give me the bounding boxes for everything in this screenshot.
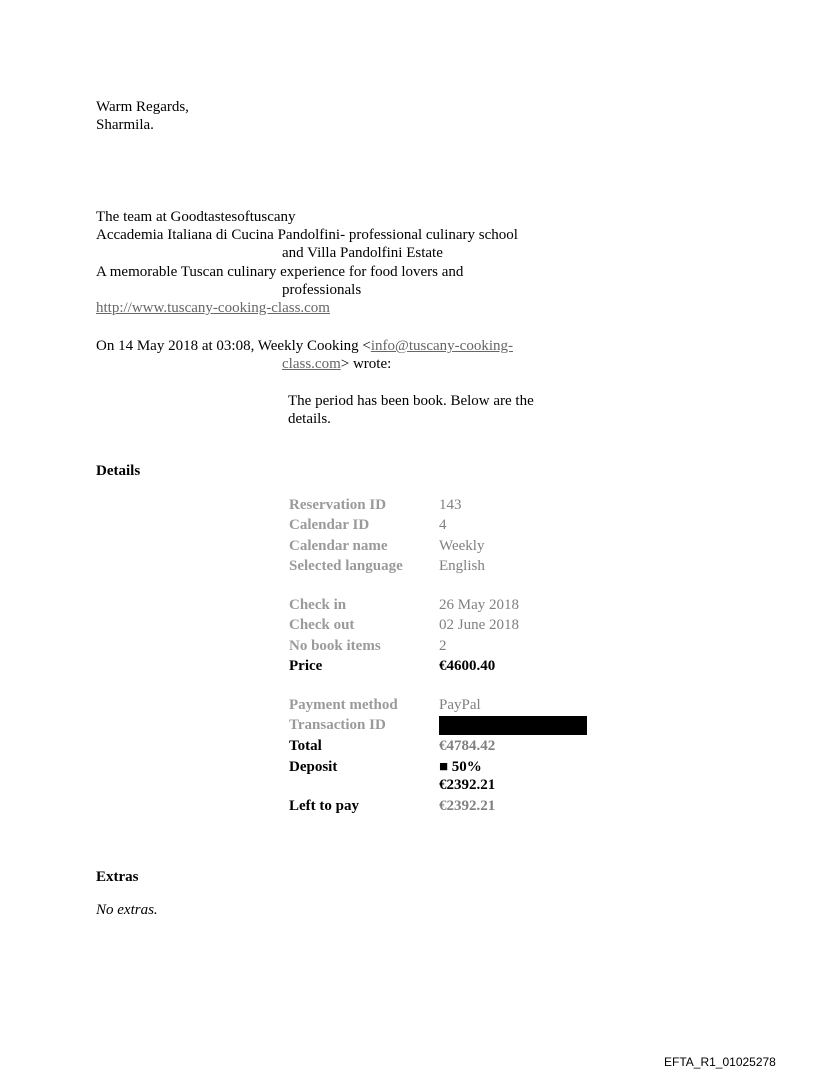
total-value: €4784.42 — [439, 738, 496, 754]
reservation-id-label: Reservation ID — [289, 497, 387, 513]
transaction-id-label: Transaction ID — [289, 717, 386, 733]
team-name: The team at Goodtastesoftuscany — [96, 209, 296, 225]
details-heading: Details — [96, 463, 141, 479]
calendar-name-value: Weekly — [439, 538, 485, 554]
email-link-part-2[interactable]: class.com — [282, 356, 341, 372]
calendar-id-value: 4 — [439, 517, 447, 533]
document-id: EFTA_R1_01025278 — [664, 1055, 776, 1069]
calendar-id-label: Calendar ID — [289, 517, 370, 533]
extras-text — [96, 901, 158, 919]
total-label: Total — [289, 738, 322, 754]
redaction-box — [439, 716, 587, 735]
sender-name: Sharmila. — [96, 117, 154, 133]
deposit-amount: €2392.21 — [439, 777, 496, 793]
check-out-value: 02 June 2018 — [439, 617, 519, 633]
extras-text-italic: No extras. — [96, 902, 158, 918]
quote-intro-prefix: On 14 May 2018 at 03:08, Weekly Cooking < — [96, 338, 371, 354]
quote-intro-cont — [282, 355, 391, 373]
tagline-line-2: professionals — [282, 282, 362, 298]
quote-body-line-2: details. — [288, 411, 331, 427]
reservation-id-value: 143 — [439, 497, 462, 513]
quote-intro-suffix: > wrote: — [340, 356, 392, 372]
deposit-label: Deposit — [289, 759, 338, 775]
check-in-value: 26 May 2018 — [439, 597, 519, 613]
quote-intro — [96, 337, 513, 355]
no-book-items-label: No book items — [289, 638, 381, 654]
left-to-pay-value: €2392.21 — [439, 798, 496, 814]
tagline-line-1: A memorable Tuscan culinary experience for food lovers and — [96, 264, 464, 280]
no-book-items-value: 2 — [439, 638, 447, 654]
extras-heading: Extras — [96, 869, 139, 885]
left-to-pay-label: Left to pay — [289, 798, 359, 814]
check-out-label: Check out — [289, 617, 355, 633]
email-link-part-1[interactable]: info@tuscany-cooking- — [370, 338, 513, 354]
language-value: English — [439, 558, 485, 574]
language-label: Selected language — [289, 558, 403, 574]
price-label: Price — [289, 658, 323, 674]
payment-method-label: Payment method — [289, 697, 398, 713]
price-value: €4600.40 — [439, 658, 496, 674]
greeting: Warm Regards, — [96, 99, 189, 115]
quote-body-line-1: The period has been book. Below are the — [288, 393, 534, 409]
school-line-1: Accademia Italiana di Cucina Pandolfini- professional culinary school — [96, 227, 518, 243]
school-line-2: and Villa Pandolfini Estate — [282, 245, 443, 261]
website-link[interactable]: http://www.tuscany-cooking-class.com — [96, 300, 330, 316]
deposit-percent: ■ 50% — [439, 759, 482, 775]
check-in-label: Check in — [289, 597, 347, 613]
calendar-name-label: Calendar name — [289, 538, 388, 554]
payment-method-value: PayPal — [439, 697, 481, 713]
